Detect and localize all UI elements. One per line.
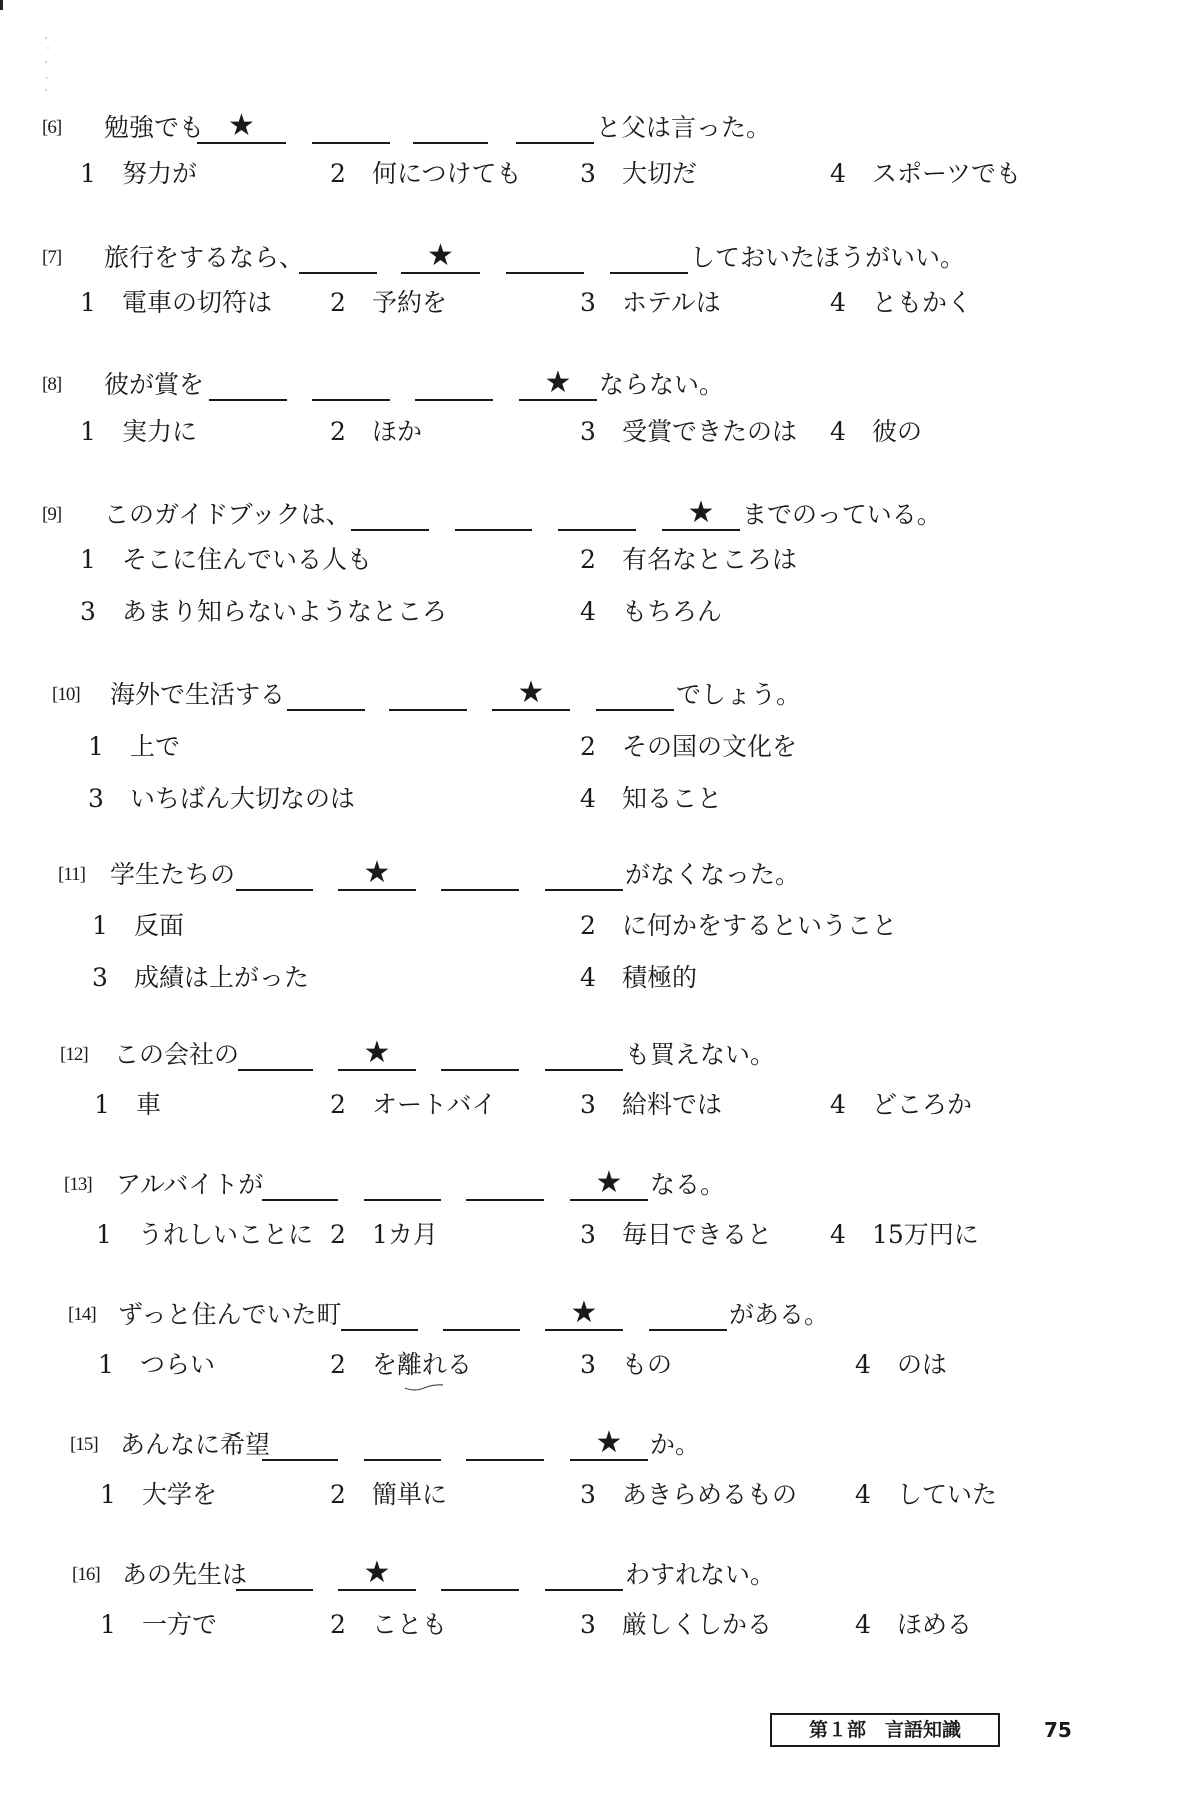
option-text: 車 <box>136 1090 162 1119</box>
option-text: もの <box>622 1350 673 1379</box>
question-sentence <box>0 675 1180 715</box>
answer-blank-4[interactable] <box>545 889 623 891</box>
answer-option[interactable] <box>330 154 522 194</box>
answer-option[interactable] <box>330 1605 447 1645</box>
question-suffix: がある。 <box>729 1300 830 1329</box>
answer-blank-2[interactable] <box>455 529 532 531</box>
answer-blank-3[interactable] <box>466 1199 544 1201</box>
question-prefix: この会社の <box>114 1040 240 1069</box>
answer-option[interactable] <box>330 1085 497 1125</box>
answer-option[interactable] <box>580 412 797 452</box>
answer-blank-3[interactable] <box>441 1589 519 1591</box>
answer-blank-1[interactable] <box>236 889 313 891</box>
option-number: 1 <box>98 1350 114 1379</box>
option-text: あまり知らないようなところ <box>122 597 448 626</box>
question-prefix: 海外で生活する <box>110 680 286 709</box>
answer-option[interactable] <box>580 540 797 580</box>
star-marker-icon: ★ <box>427 238 454 273</box>
answer-blank-3[interactable] <box>506 272 584 274</box>
question-suffix: わすれない。 <box>625 1560 776 1589</box>
answer-option[interactable] <box>88 779 355 819</box>
answer-blank-2[interactable] <box>364 1199 441 1201</box>
option-text: 15万円に <box>872 1220 979 1249</box>
answer-option[interactable] <box>330 412 422 452</box>
answer-option[interactable] <box>80 540 372 580</box>
option-text: 予約を <box>372 288 448 317</box>
option-number: 3 <box>88 784 104 813</box>
question-suffix: なる。 <box>650 1170 726 1199</box>
answer-blank-3[interactable] <box>415 399 493 401</box>
option-number: 3 <box>580 1090 596 1119</box>
answer-option[interactable] <box>88 727 180 767</box>
option-number: 4 <box>830 417 846 446</box>
option-number: 4 <box>580 963 596 992</box>
answer-option[interactable] <box>100 1605 217 1645</box>
option-text: 努力が <box>122 159 198 188</box>
question-suffix: しておいたほうがいい。 <box>690 243 966 272</box>
option-number: 4 <box>830 1090 846 1119</box>
question-sentence <box>0 1035 1180 1075</box>
option-text: ともかく <box>872 288 973 317</box>
option-number: 2 <box>330 1610 346 1639</box>
option-number: 3 <box>92 963 108 992</box>
question-prefix: あの先生は <box>122 1560 248 1589</box>
question-number: [7] <box>42 247 62 268</box>
option-number: 3 <box>580 1220 596 1249</box>
option-number: 1 <box>100 1480 116 1509</box>
answer-blank-4[interactable] <box>545 1069 623 1071</box>
option-number: 1 <box>80 545 96 574</box>
page-number: 75 <box>1044 1718 1072 1742</box>
option-text: 受賞できたのは <box>622 417 798 446</box>
answer-blank-2[interactable] <box>312 142 390 144</box>
question-sentence <box>0 855 1180 895</box>
answer-option[interactable] <box>830 154 1021 194</box>
option-number: 4 <box>855 1350 871 1379</box>
answer-blank-1[interactable] <box>351 529 429 531</box>
answer-option[interactable] <box>80 283 272 323</box>
question-suffix: と父は言った。 <box>596 113 772 142</box>
option-text: 一方で <box>142 1610 218 1639</box>
option-text: 1カ月 <box>372 1220 438 1249</box>
question-sentence <box>0 1165 1180 1205</box>
option-number: 1 <box>88 732 104 761</box>
option-number: 3 <box>580 1610 596 1639</box>
question-number: [6] <box>42 117 62 138</box>
option-text: 簡単に <box>372 1480 448 1509</box>
option-number: 4 <box>830 159 846 188</box>
question-sentence <box>0 365 1180 405</box>
answer-blank-4[interactable] <box>516 142 594 144</box>
option-number: 2 <box>330 1350 346 1379</box>
option-number: 4 <box>830 288 846 317</box>
question-number: [12] <box>60 1044 88 1065</box>
option-number: 3 <box>580 1480 596 1509</box>
answer-blank-1[interactable] <box>341 1329 418 1331</box>
question-suffix: ならない。 <box>599 370 725 399</box>
answer-option[interactable] <box>330 1475 447 1515</box>
question-sentence <box>0 1425 1180 1465</box>
question-prefix: あんなに希望 <box>120 1430 271 1459</box>
option-number: 2 <box>580 545 596 574</box>
option-number: 3 <box>580 417 596 446</box>
question-prefix: このガイドブックは、 <box>104 500 351 529</box>
question-number: [13] <box>64 1174 92 1195</box>
answer-option[interactable] <box>100 1475 217 1515</box>
answer-blank-4[interactable] <box>649 1329 727 1331</box>
option-text: ことも <box>372 1610 448 1639</box>
option-text: スポーツでも <box>872 159 1022 188</box>
answer-option[interactable] <box>580 283 721 323</box>
option-text: 成績は上がった <box>134 963 310 992</box>
answer-option[interactable] <box>580 1605 772 1645</box>
star-marker-icon: ★ <box>570 1295 598 1330</box>
answer-option[interactable] <box>80 154 197 194</box>
scan-mark <box>0 0 3 10</box>
answer-option[interactable] <box>855 1345 947 1385</box>
question-prefix: 学生たちの <box>110 860 236 889</box>
option-text: を離れる <box>372 1350 473 1379</box>
star-marker-icon: ★ <box>363 855 391 890</box>
option-text: 上で <box>130 732 181 761</box>
option-text: 有名なところは <box>622 545 798 574</box>
option-number: 1 <box>94 1090 110 1119</box>
option-text: ほめる <box>897 1610 973 1639</box>
option-number: 2 <box>330 1090 346 1119</box>
answer-option[interactable] <box>80 592 447 632</box>
option-number: 3 <box>80 597 96 626</box>
answer-blank-1[interactable] <box>262 1199 338 1201</box>
question-sentence <box>0 1295 1180 1335</box>
star-marker-icon: ★ <box>687 495 715 530</box>
star-marker-icon: ★ <box>595 1165 623 1200</box>
question-sentence <box>0 238 1180 278</box>
star-marker-icon: ★ <box>228 108 255 143</box>
answer-option[interactable] <box>80 412 197 452</box>
option-text: していた <box>897 1480 998 1509</box>
star-marker-icon: ★ <box>363 1035 391 1070</box>
option-text: オートバイ <box>372 1090 497 1119</box>
question-number: [15] <box>70 1434 98 1455</box>
option-text: 毎日できると <box>622 1220 773 1249</box>
option-text: 彼の <box>872 417 923 446</box>
option-number: 4 <box>580 597 596 626</box>
answer-option[interactable] <box>580 727 797 767</box>
option-text: 厳しくしかる <box>622 1610 773 1639</box>
option-number: 2 <box>330 1220 346 1249</box>
option-text: 電車の切符は <box>122 288 273 317</box>
answer-option[interactable] <box>92 906 184 946</box>
option-number: 1 <box>96 1220 112 1249</box>
question-prefix: 旅行をするなら、 <box>104 243 305 272</box>
question-sentence <box>0 108 1180 148</box>
answer-blank-2[interactable] <box>443 1329 520 1331</box>
option-text: 給料では <box>622 1090 723 1119</box>
answer-blank-4[interactable] <box>596 709 674 711</box>
answer-option[interactable] <box>580 1085 722 1125</box>
question-number: [16] <box>72 1564 100 1585</box>
answer-blank-2[interactable] <box>389 709 467 711</box>
answer-option[interactable] <box>330 1215 438 1255</box>
question-suffix: でしょう。 <box>676 680 802 709</box>
option-text: もちろん <box>622 597 723 626</box>
option-number: 4 <box>855 1610 871 1639</box>
answer-option[interactable] <box>830 412 922 452</box>
answer-option[interactable] <box>580 154 697 194</box>
option-text: 実力に <box>122 417 198 446</box>
answer-blank-1[interactable] <box>238 1069 313 1071</box>
question-sentence <box>0 495 1180 535</box>
question-sentence <box>0 1555 1180 1595</box>
answer-blank-2[interactable] <box>364 1459 441 1461</box>
option-number: 4 <box>855 1480 871 1509</box>
question-suffix: がなくなった。 <box>625 860 801 889</box>
question-number: [11] <box>58 864 85 885</box>
star-marker-icon: ★ <box>595 1425 623 1460</box>
answer-option[interactable] <box>580 779 722 819</box>
option-text: いちばん大切なのは <box>130 784 356 813</box>
question-suffix: までのっている。 <box>742 500 942 529</box>
option-text: に何かをするということ <box>622 911 898 940</box>
option-text: あきらめるもの <box>622 1480 798 1509</box>
option-number: 2 <box>580 732 596 761</box>
option-number: 4 <box>830 1220 846 1249</box>
option-text: どころか <box>872 1090 973 1119</box>
answer-blank-1[interactable] <box>262 1459 338 1461</box>
option-number: 1 <box>80 159 96 188</box>
option-text: うれしいことに <box>138 1220 314 1249</box>
answer-blank-1[interactable] <box>287 709 365 711</box>
answer-blank-2[interactable] <box>312 399 390 401</box>
option-text: ホテルは <box>622 288 721 317</box>
answer-blank-4[interactable] <box>545 1589 623 1591</box>
answer-blank-1[interactable] <box>299 272 377 274</box>
option-number: 1 <box>80 417 96 446</box>
star-marker-icon: ★ <box>517 675 545 710</box>
answer-blank-3[interactable] <box>558 529 636 531</box>
answer-option[interactable] <box>98 1345 215 1385</box>
question-prefix: アルバイトが <box>116 1170 264 1199</box>
question-number: [10] <box>52 684 80 705</box>
scan-speckle <box>44 34 50 94</box>
option-text: 何につけても <box>372 159 522 188</box>
option-number: 2 <box>580 911 596 940</box>
option-number: 4 <box>580 784 596 813</box>
option-text: ほか <box>372 417 423 446</box>
answer-option[interactable] <box>855 1605 972 1645</box>
question-suffix: か。 <box>650 1430 701 1459</box>
answer-blank-3[interactable] <box>413 142 488 144</box>
option-number: 1 <box>92 911 108 940</box>
answer-blank-3[interactable] <box>441 889 519 891</box>
pencil-underline-mark <box>404 1382 444 1392</box>
option-text: 反面 <box>134 911 185 940</box>
star-marker-icon: ★ <box>544 365 572 400</box>
answer-option[interactable] <box>580 1215 772 1255</box>
answer-option[interactable] <box>92 958 309 998</box>
answer-blank-1[interactable] <box>209 399 287 401</box>
option-text: つらい <box>140 1350 216 1379</box>
answer-option[interactable] <box>830 1215 979 1255</box>
question-prefix: ずっと住んでいた町 <box>118 1300 342 1329</box>
answer-option[interactable] <box>96 1215 313 1255</box>
answer-option[interactable] <box>580 1475 797 1515</box>
answer-blank-1[interactable] <box>236 1589 313 1591</box>
answer-blank-3[interactable] <box>441 1069 519 1071</box>
answer-option[interactable] <box>580 592 722 632</box>
option-number: 2 <box>330 159 346 188</box>
answer-option[interactable] <box>580 1345 672 1385</box>
answer-option[interactable] <box>330 283 447 323</box>
question-prefix: 勉強でも <box>104 113 205 142</box>
answer-option[interactable] <box>580 906 897 946</box>
answer-option[interactable] <box>855 1475 997 1515</box>
option-number: 3 <box>580 159 596 188</box>
option-number: 3 <box>580 288 596 317</box>
answer-option[interactable] <box>330 1345 472 1385</box>
option-text: 知ること <box>622 784 723 813</box>
section-label: 第１部 言語知識 <box>770 1713 1000 1747</box>
option-number: 2 <box>330 417 346 446</box>
option-text: のは <box>897 1350 948 1379</box>
answer-option[interactable] <box>94 1085 161 1125</box>
answer-blank-4[interactable] <box>610 272 688 274</box>
question-number: [14] <box>68 1304 96 1325</box>
option-number: 1 <box>100 1610 116 1639</box>
question-number: [9] <box>42 504 62 525</box>
option-number: 1 <box>80 288 96 317</box>
option-text: 大学を <box>142 1480 218 1509</box>
star-marker-icon: ★ <box>363 1555 391 1590</box>
option-text: 積極的 <box>622 963 698 992</box>
answer-option[interactable] <box>830 283 972 323</box>
answer-option[interactable] <box>580 958 697 998</box>
option-number: 2 <box>330 1480 346 1509</box>
option-number: 3 <box>580 1350 596 1379</box>
answer-option[interactable] <box>830 1085 972 1125</box>
question-prefix: 彼が賞を <box>104 370 205 399</box>
option-number: 2 <box>330 288 346 317</box>
answer-blank-3[interactable] <box>466 1459 544 1461</box>
option-text: 大切だ <box>622 159 698 188</box>
option-text: その国の文化を <box>622 732 798 761</box>
question-number: [8] <box>42 374 62 395</box>
option-text: そこに住んでいる人も <box>122 545 373 574</box>
question-suffix: も買えない。 <box>625 1040 776 1069</box>
